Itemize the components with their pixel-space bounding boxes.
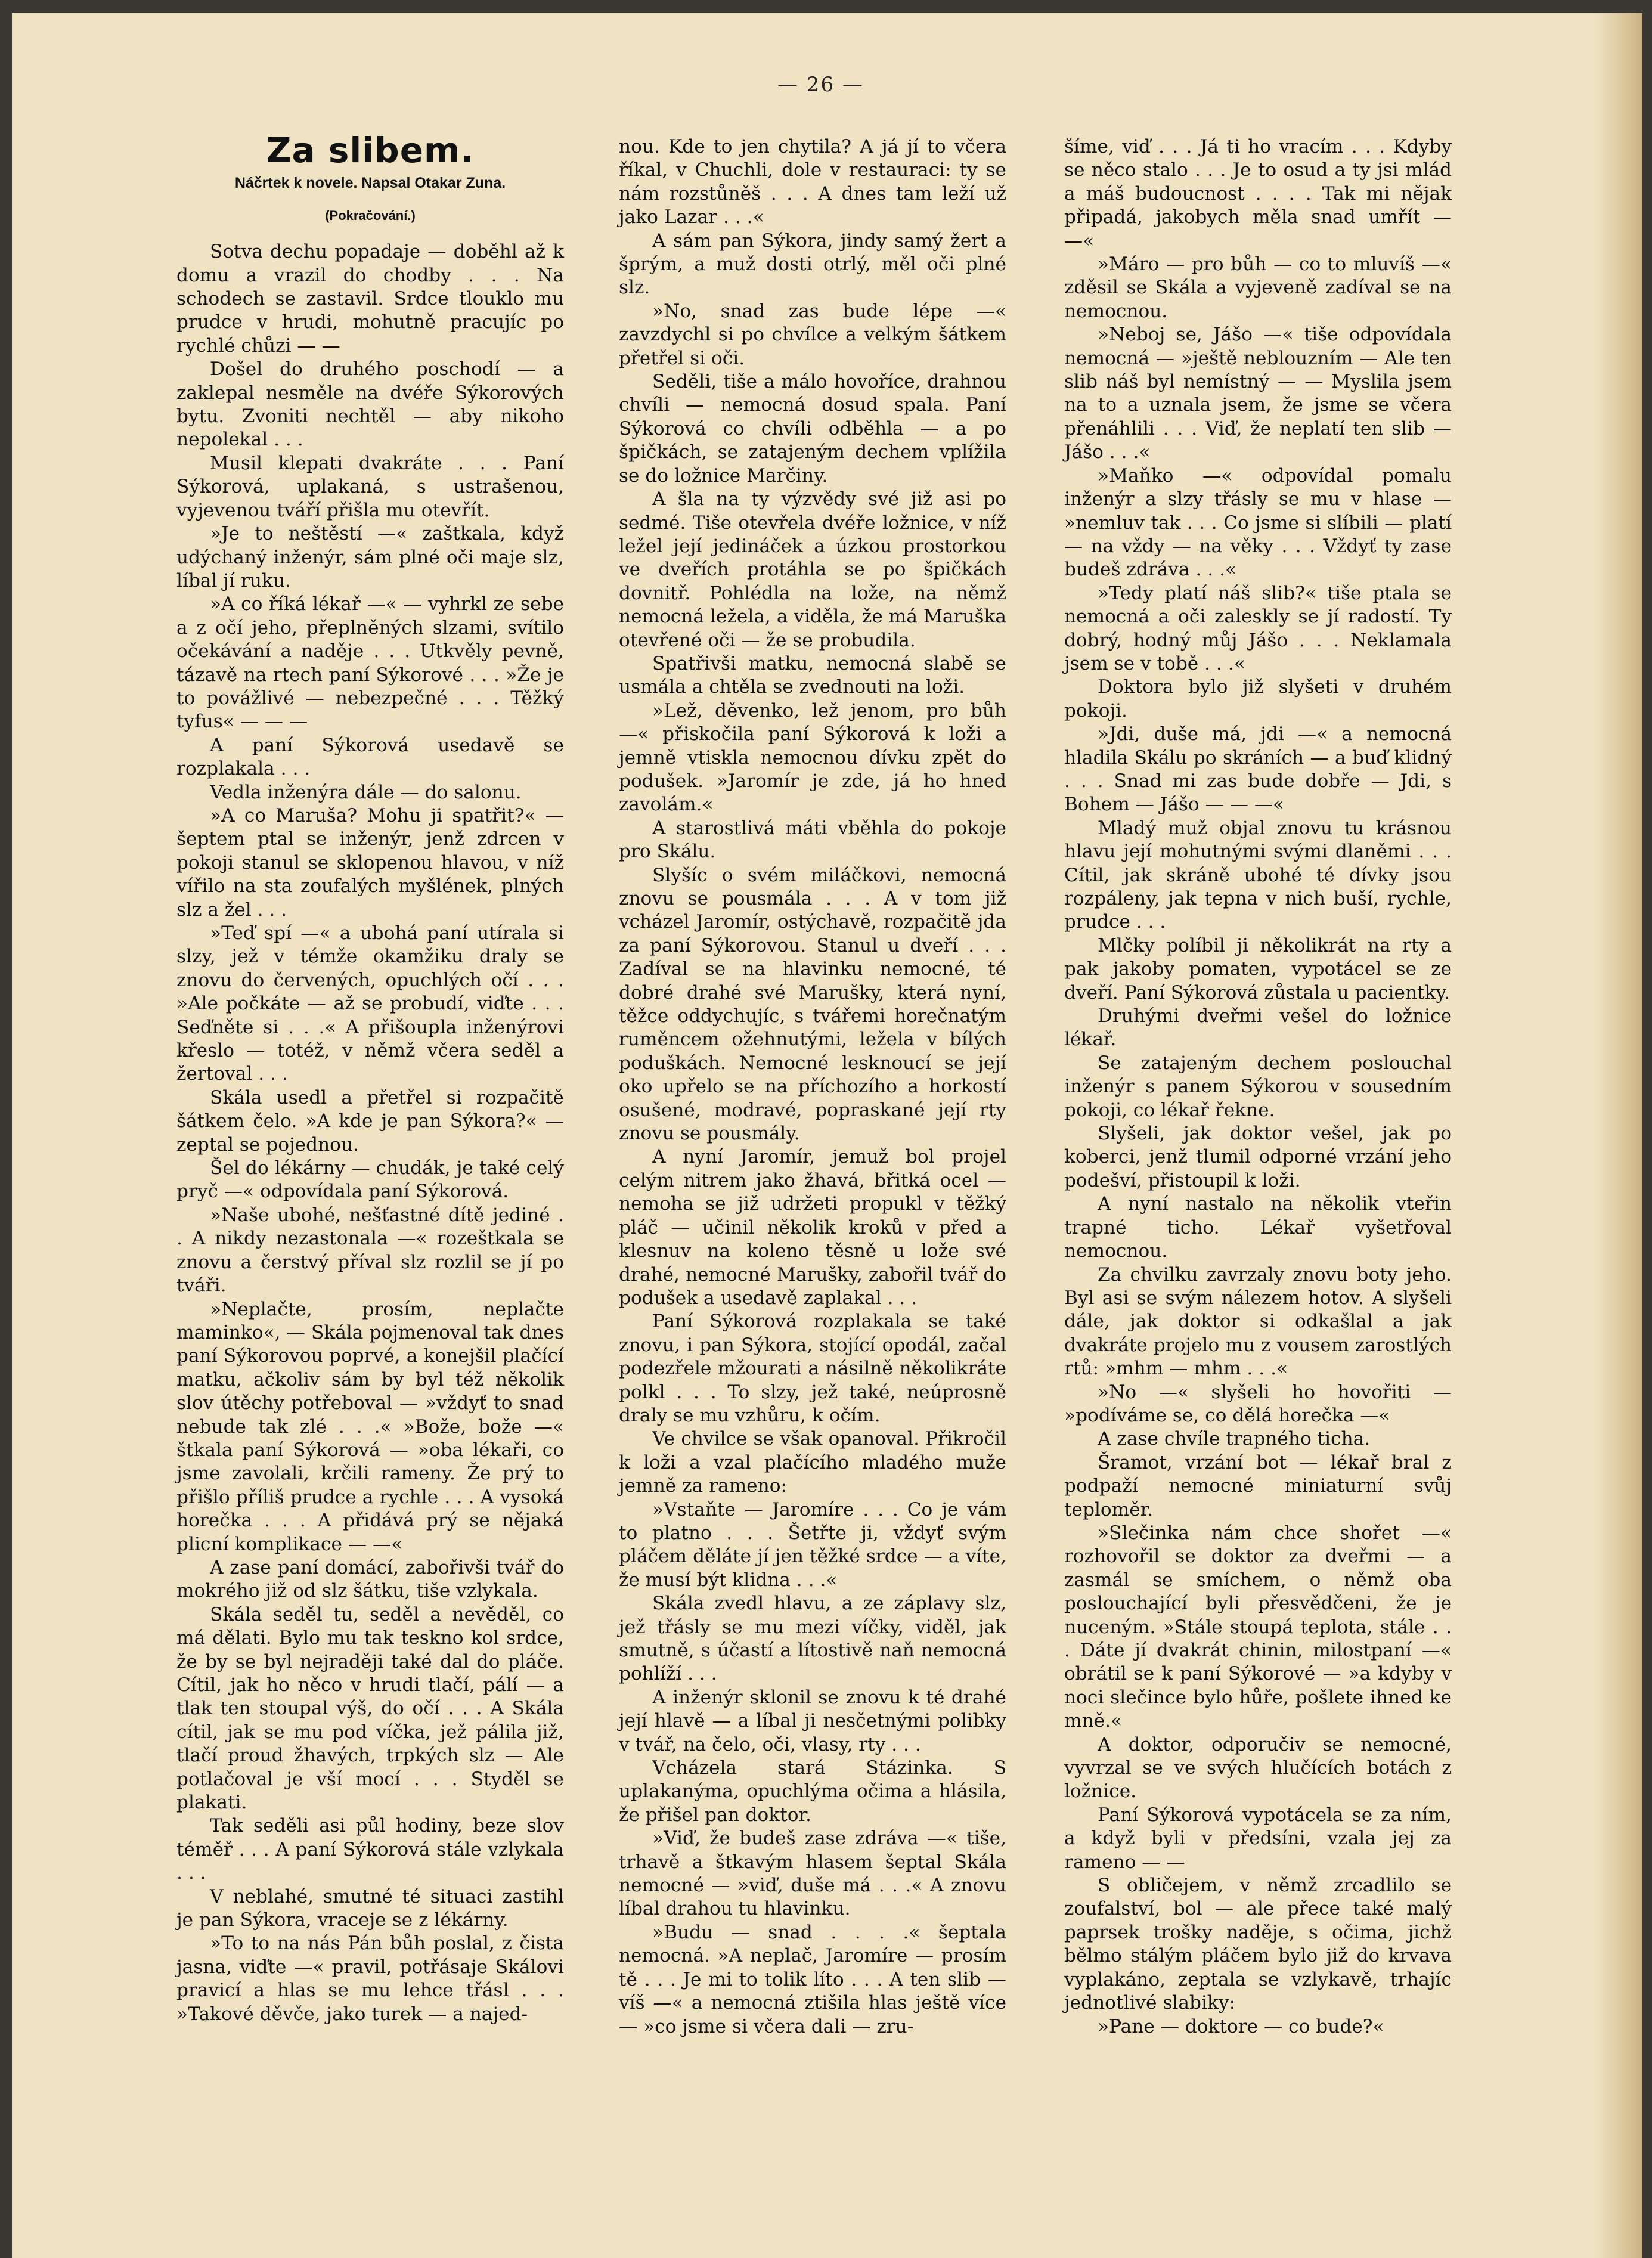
paragraph: Šramot, vrzání bot — lékař bral z podpaží nemocné miniaturní svůj teploměr. [1064,1451,1452,1520]
paragraph: »Jdi, duše má, jdi —« a nemocná hladila Skálu po skráních — a buď klidný . . . Snad mi zas bude dobře — Jdi, s Bohem — Jášo — — —« [1064,723,1452,816]
paragraph: Musil klepati dvakráte . . . Paní Sýkorová, uplakaná, s ustrašenou, vyjevenou tváří přišla mu otevřít. [176,452,564,521]
paragraph: nou. Kde to jen chytila? A já jí to včera říkal, v Chuchli, dole v restauraci: ty se nám rozstůněš . . . A dnes tam leží už jako Lazar . . .« [619,136,1006,228]
paragraph: »Neboj se, Jášo —« tiše odpovídala nemocná — »ještě neblouzním — Ale ten slib náš byl nemístný — — Myslila jsem na to a uznala jsem, že jsme se včera přenáhlili . . . Viď, že neplatí ten slib — Jášo . . .« [1064,324,1452,463]
page-spine-shadow [1595,13,1642,2258]
article-title: Za slibem. [266,130,475,171]
paragraph: Spatřivši matku, nemocná slabě se usmála a chtěla se zvednouti na loži. [619,652,1006,698]
paragraph: Skála seděl tu, seděl a nevěděl, co má dělati. Bylo mu tak teskno kol srdce, že by se byl nejraději také dal do pláče. Cítil, jak ho něco v hrudi tlačí, pálí — a tlak ten stoupal výš, do očí . . . A Skála cítil, jak se mu pod víčka, jež pálila již, tlačí proud žhavých, trpkých slz — Ale potlačoval je vší mocí . . . Styděl se plakati. [176,1603,564,1814]
paragraph: Seděli, tiše a málo hovoříce, drahnou chvíli — nemocná dosud spala. Paní Sýkorová co chvíli odběhla — a po špičkách, se zatajeným dechem vplížila se do ložnice Marčiny. [619,371,1006,487]
paragraph: »Budu — snad . . . .« šeptala nemocná. »A neplač, Jaromíre — prosím tě . . . Je mi to tolik líto . . . A ten slib — víš —« a nemocná ztišila hlas ještě více — »co jsme si včera dali — zru- [619,1921,1006,2037]
continued-note: (Pokračování.) [325,207,416,223]
paragraph: »A co Maruša? Mohu ji spatřit?« — šeptem ptal se inženýr, jenž zdrcen v pokoji stanul se sklopenou hlavou, v níž vířilo na sta zoufalých myšlének, plných slz a žel . . . [176,804,564,921]
paragraph: A inženýr sklonil se znovu k té drahé její hlavě — a líbal ji nesčetnými polibky v tvář, na čelo, oči, vlasy, rty . . . [619,1686,1006,1755]
paragraph: A nyní nastalo na několik vteřin trapné ticho. Lékař vyšetřoval nemocnou. [1064,1193,1452,1262]
paragraph: »No, snad zas bude lépe —« zavzdychl si po chvílce a velkým šátkem přetřel si oči. [619,300,1006,369]
paragraph: Ve chvilce se však opanoval. Přikročil k loži a vzal plačícího mladého muže jemně za rameno: [619,1428,1006,1497]
column-3 [1064,135,1452,2039]
paragraph: Vedla inženýra dále — do salonu. [210,781,522,803]
paragraph: Došel do druhého poschodí — a zaklepal nesměle na dvéře Sýkorových bytu. Zvoniti nechtěl — aby nikoho nepolekal . . . [176,358,564,451]
paragraph: »To to na nás Pán bůh poslal, z čista jasna, viďte —« pravil, potřásaje Skálovi pravicí a hlas se mu lehce třásl . . . »Takové děvče, jako turek — a najed- [176,1932,564,2025]
paragraph: »Lež, děvenko, lež jenom, pro bůh —« přiskočila paní Sýkorová k loži a jemně vtiskla nemocnou dívku zpět do podušek. »Jaromír je zde, já ho hned zavolám.« [619,699,1006,816]
paragraph: Slyšíc o svém miláčkovi, nemocná znovu se pousmála . . . A v tom již vcházel Jaromír, ostýchavě, rozpačitě jda za paní Sýkorovou. Stanul u dveří . . . Zadíval se na hlavinku nemocné, té dobré drahé své Marušky, která nyní, těžce oddychujíc, s tvářemi horečnatým ruměncem ožehnutými, ležela v bílých poduškách. Nemocné lesknoucí se její oko upřelo se na příchozího a horkostí osušené, modravé, popraskané její rty znovu se pousmály. [619,864,1006,1145]
paragraph: »Neplačte, prosím, neplačte maminko«, — Skála pojmenoval tak dnes paní Sýkorovou poprvé, a konejšil plačící matku, ačkoliv sám by byl též několik slov útěchy potřeboval — »vždyť to snad nebude tak zlé . . .« »Bože, bože —« štkala paní Sýkorová — »oba lékaři, co jsme zavolali, krčili rameny. Že prý to přišlo příliš prudce a rychle . . . A vysoká horečka . . . A přidává prý se nějaká plicní komplikace — —« [176,1298,564,1555]
paragraph: A zase paní domácí, zabořivši tvář do mokrého již od slz šátku, tiše vzlykala. [176,1556,564,1602]
paragraph: »No —« slyšeli ho hovořiti — »podíváme se, co dělá horečka —« [1064,1381,1452,1426]
paragraph: »Slečinka nám chce shořet —« rozhovořil se doktor za dveřmi — a zasmál se smíchem, o němž oba poslouchající byli přesvědčeni, že je nuceným. »Stále stoupá teplota, stále . . . Dáte jí dvakrát chinin, milostpaní —« obrátil se k paní Sýkorové — »a kdyby v noci slečince bylo hůře, pošlete ihned ke mně.« [1064,1522,1452,1732]
paragraph: Doktora bylo již slyšeti v druhém pokoji. [1064,676,1452,721]
paragraph: »Máro — pro bůh — co to mluvíš —« zděsil se Skála a vyjeveně zadíval se na nemocnou. [1064,253,1452,322]
paragraph: Druhými dveřmi vešel do ložnice lékař. [1064,1005,1452,1051]
newspaper-page [12,13,1642,2258]
paragraph: A starostlivá máti vběhla do pokoje pro Skálu. [619,817,1006,863]
paragraph: »Pane — doktore — co bude?« [1098,2015,1384,2037]
paragraph: »Je to neštěstí —« zaštkala, když udýchaný inženýr, sám plné oči maje slz, líbal jí ruku. [176,523,564,591]
paragraph: Mlčky políbil ji několikrát na rty a pak jakoby pomaten, vypotácel se ze dveří. Paní Sýkorová zůstala u pacientky. [1064,934,1452,1003]
paragraph: Skála zvedl hlavu, a ze záplavy slz, jež třásly se mu mezi víčky, viděl, jak smutně, s účastí a lítostivě naň nemocná pohlíží . . . [619,1593,1006,1685]
paragraph: »Maňko —« odpovídal pomalu inženýr a slzy třásly se mu v hlase — »nemluv tak . . . Co jsme si slíbili — platí — na vždy — na věky . . . Vždyť ty zase budeš zdráva . . .« [1064,464,1452,581]
paragraph: »Teď spí —« a ubohá paní utírala si slzy, jež v témže okamžiku draly se znovu do červených, opuchlých očí . . . »Ale počkáte — až se probudí, viďte . . . Seďněte si . . .« A přišoupla inženýrovi křeslo — totéž, v němž včera seděl a žertoval . . . [176,922,564,1085]
paragraph: Paní Sýkorová rozplakala se také znovu, i pan Sýkora, stojící opodál, začal podezřele mžourati a násilně několikráte polkl . . . To slzy, jež také, neúprosně draly se mu vzhůru, k očím. [619,1311,1006,1426]
paragraph: šíme, viď . . . Já ti ho vracím . . . Kdyby se něco stalo . . . Je to osud a ty jsi mlád a máš budoucnost . . . . Tak mi nějak připadá, jakobych měla snad umřít — —« [1064,136,1452,252]
paragraph: »Vstaňte — Jaromíre . . . Co je vám to platno . . . Šetřte ji, vždyť svým pláčem děláte jí jen těžké srdce — a víte, že musí být klidna . . .« [619,1498,1006,1591]
column-1 [176,130,564,2026]
paragraph: A šla na ty výzvědy své již asi po sedmé. Tiše otevřela dvéře ložnice, v níž ležel její jedináček a úzkou prostorkou ve dveřích protáhla se po špičkách dovnitř. Pohlédla na lože, na němž nemocná ležela, a viděla, že má Maruška otevřené oči — že se probudila. [619,488,1006,651]
paragraph: »Naše ubohé, nešťastné dítě jediné . . A nikdy nezastonala —« rozeštkala se znovu a čerstvý příval slz rozlil se jí po tváři. [176,1204,564,1297]
paragraph: »Viď, že budeš zase zdráva —« tiše, trhavě a štkavým hlasem šeptal Skála nemocné — »viď, duše má . . .« A znovu líbal drahou tu hlavinku. [619,1828,1006,1920]
paragraph: Vcházela stará Stázinka. S uplakanýma, opuchlýma očima a hlásila, že přišel pan doktor. [619,1757,1006,1826]
paragraph: Mladý muž objal znovu tu krásnou hlavu její mohutnými svými dlaněmi . . . Cítil, jak skráně ubohé té dívky jsou rozpáleny, jak tepna v nich buší, rychle, prudce . . . [1064,817,1452,933]
paragraph: »A co říká lékař —« — vyhrkl ze sebe a z očí jeho, přeplněných slzami, svítilo očekávání a naděje . . . Utkvěly pevně, tázavě na rtech paní Sýkorové . . . »Že je to povážlivé — nebezpečné . . . Těžký tyfus« — — — [176,593,564,733]
paragraph: Za chvilku zavrzaly znovu boty jeho. Byl asi se svým nálezem hotov. A slyšeli dále, jak doktor si odkašlal a jak dvakráte projelo mu z vousem zarostlých rtů: »mhm — mhm . . .« [1064,1263,1452,1380]
paragraph: Tak seděli asi půl hodiny, beze slov téměř . . . A paní Sýkorová stále vzlykala . . . [176,1815,564,1884]
paragraph: Slyšeli, jak doktor vešel, jak po koberci, jenž tlumil odporné vrzání jeho podešví, přistoupil k loži. [1064,1123,1452,1191]
paragraph: A zase chvíle trapného ticha. [1098,1428,1371,1450]
page-number: — 26 — [777,73,864,97]
paragraph: V neblahé, smutné té situaci zastihl je pan Sýkora, vraceje se z lékárny. [176,1885,564,1931]
paragraph: Šel do lékárny — chudák, je také celý pryč —« odpovídala paní Sýkorová. [176,1157,564,1203]
paragraph: A nyní Jaromír, jemuž bol projel celým nitrem jako žhavá, břitká ocel — nemoha se již udržeti propukl v těžký pláč — učinil několik kroků v před a klesnuv na koleno těsně u lože své drahé, nemocné Marušky, zabořil tvář do podušek a usedavě zaplakal . . . [619,1146,1006,1309]
paragraph: Skála usedl a přetřel si rozpačitě šátkem čelo. »A kde je pan Sýkora?« — zeptal se pojednou. [176,1086,564,1156]
paragraph: Sotva dechu popadaje — doběhl až k domu a vrazil do chodby . . . Na schodech se zastavil. Srdce tlouklo mu prudce v hrudi, mohutně pracujíc po rychlé chůzi — — [176,241,564,357]
paragraph: A doktor, odporučiv se nemocné, vyvrzal se ve svých hlučících botách z ložnice. [1064,1733,1452,1802]
paragraph: A sám pan Sýkora, jindy samý žert a šprým, a muž dosti otrlý, měl oči plné slz. [619,230,1006,299]
column-2 [619,135,1006,2039]
paragraph: Paní Sýkorová vypotácela se za ním, a když byli v předsíni, vzala jej za rameno — — [1064,1804,1452,1873]
paragraph: A paní Sýkorová usedavě se rozplakala . . . [176,734,564,780]
paragraph: Se zatajeným dechem poslouchal inženýr s panem Sýkorou v sousedním pokoji, co lékař řekne. [1064,1052,1452,1121]
paragraph: S obličejem, v němž zrcadlilo se zoufalství, bol — ale přece také malý paprsek trošky naděje, s očima, jichž bělmo stálým pláčem bylo již do krvava vyplakáno, zeptala se vzlykavě, trhajíc jednotlivé slabiky: [1064,1875,1452,2014]
article-byline: Náčrtek k novele. Napsal Otakar Zuna. [234,175,506,192]
paragraph: »Tedy platí náš slib?« tiše ptala se nemocná a oči zaleskly se jí radostí. Ty dobrý, hodný můj Jášo . . . Neklamala jsem se v tobě . . .« [1064,582,1452,674]
